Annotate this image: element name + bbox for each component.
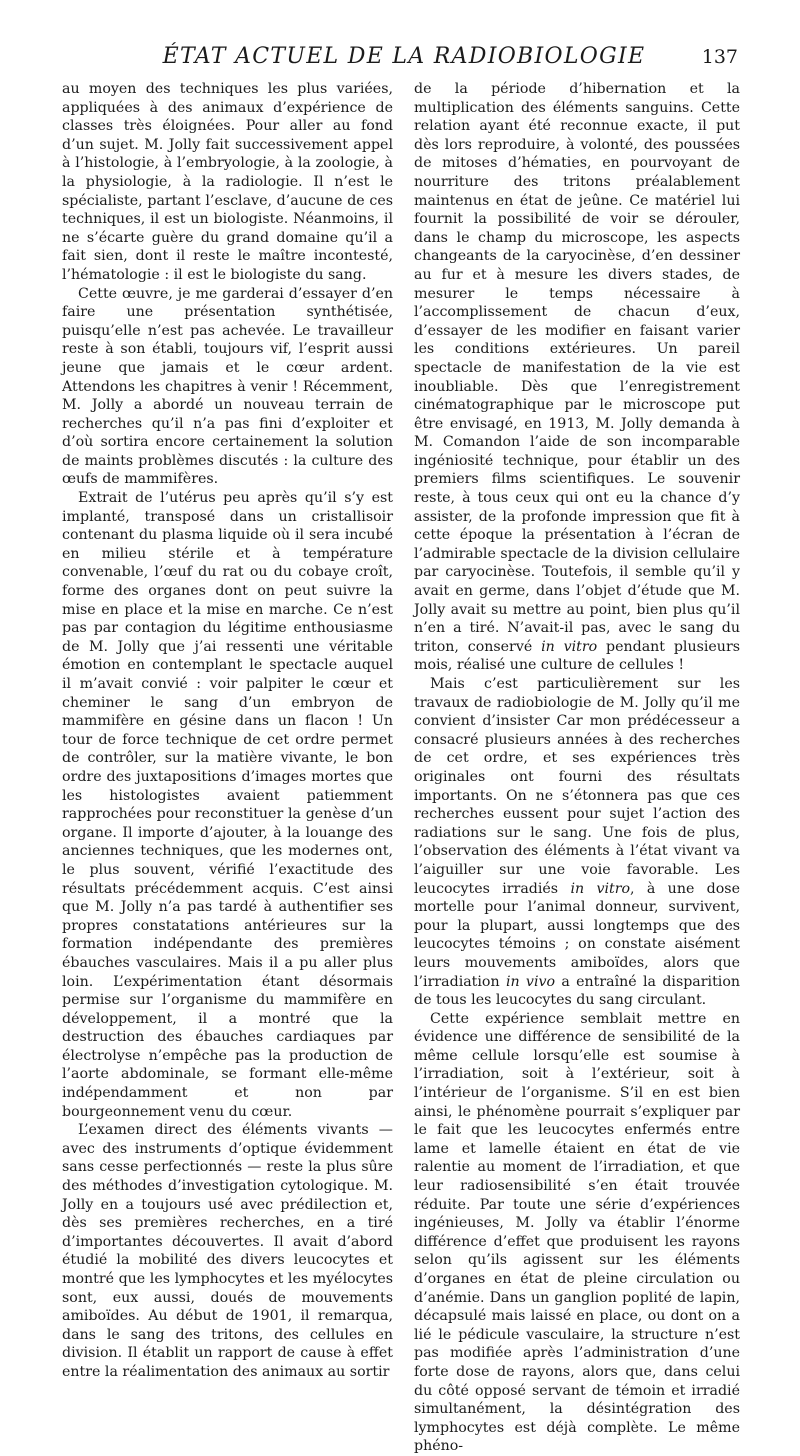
italic-term: in vitro [541,638,598,655]
text-run: a entraîné la disparition de tous les leucocytes du sang circulant. [414,973,741,1009]
text-run: , à une dose mortelle pour l’animal donneur, survivent, pour la plupart, aussi longtemps que des leucocytes témoins ; on constate aisément leurs mouvements amiboïdes, alors que l’irradiation [414,880,740,990]
right-column [414,80,740,1456]
paragraph: Cette œuvre, je me garderai d’essayer d’en faire une présentation synthétisée, puisqu’elle n’est pas achevée. Le travailleur reste à son établi, toujours vif, l’esprit aussi jeune que jamais et le cœur ardent. Attendons les chapitres à venir ! Récemment, M. Jolly a abordé un nouveau terrain de recherches qu’il n’a pas fini d’exploiter et d’où sortira encore certainement la solution de maints problèmes discutés : la culture des œufs de mammifères. [62,285,393,488]
paragraph: au moyen des techniques les plus variées, appliquées à des animaux d’expérience de classes très éloignées. Pour aller au fond d’un sujet. M. Jolly fait successivement appel à l’histologie, à l’embryologie, à la zoologie, à la physiologie, à la radiologie. Il n’est le spécialiste, partant l’esclave, d’aucune de ces techniques, il est un biologiste. Néanmoins, il ne s’écarte guère du grand domaine qu’il a fait sien, dont il reste le maître incontesté, l’hématologie : il est le biologiste du sang. [62,81,393,283]
paragraph [414,675,740,1010]
paragraph: L’examen direct des éléments vivants — avec des instruments d’optique évidemment sans cesse perfectionnés — reste la plus sûre des méthodes d’investigation cytologique. M. Jolly en a toujours usé avec prédilection et, dès ses premières recherches, en a tiré d’importantes découvertes. Il avait d’abord étudié la mobilité des divers leucocytes et montré que les lymphocytes et les myélocytes sont, eux aussi, doués de mouvements amiboïdes. Au début de 1901, il remarqua, dans le sang des tritons, des cellules en division. Il établit un rapport de cause à effet entre la réalimentation des animaux au sortir [62,1122,393,1380]
running-header [70,44,738,74]
text-run: pendant plusieurs mois, réalisé une culture de cellules ! [414,638,741,674]
paragraph: Extrait de l’utérus peu après qu’il s’y est implanté, transposé dans un cristallisoir contenant du plasma liquide où il sera incubé en milieu stérile et à température convenable, l’œuf du rat ou du cobaye croît, forme des organes dont on peut suivre la mise en place et la mise en marche. Ce n’est pas par contagion du légitime enthousiasme de M. Jolly que j’ai ressenti une véritable émotion en contemplant le spectacle auquel il m’avait convié : voir palpiter le cœur et cheminer le sang d’un embryon de mammifère en gésine dans un flacon ! Un tour de force technique de cet ordre permet de contrôler, sur la matière vivante, le bon ordre des juxtapositions d’images mortes que les histologistes avaient patiemment rapprochées pour reconstituer la genèse d’un organe. Il importe d’ajouter, à la louange des anciennes techniques, que les modernes ont, le plus souvent, vérifié l’exactitude des résultats précédemment acquis. C’est ainsi que M. Jolly n’a pas tardé à authentifier ses propres constatations antérieures sur la formation indépendante des premières ébauches vasculaires. Mais il a pu aller plus loin. L’expérimentation étant désormais permise sur l’organisme du mammifère en développement, il a montré que la destruction des ébauches cardiaques par électrolyse n’empêche pas la production de l’aorte abdominale, se formant elle-même indépendamment et non par bourgeonnement venu du cœur. [62,490,393,1120]
page-number: 137 [701,46,738,68]
paragraph: Cette expérience semblait mettre en évidence une différence de sensibilité de la même cellule lorsqu’elle est soumise à l’irradiation, soit à l’extérieur, soit à l’intérieur de l’organisme. S’il en est bien ainsi, le phénomène pourrait s’expliquer par le fait que les leucocytes enfermés entre lame et lamelle étaient en état de vie ralentie au moment de l’irradiation, et que leur radiosensibilité s’en était trouvée réduite. Par toute une série d’expériences ingénieuses, M. Jolly va établir l’énorme différence d’effet que produisent les rayons selon qu’ils agissent sur les éléments d’organes en état de pleine circulation ou d’anémie. Dans un ganglion poplité de lapin, décapsulé mais laissé en place, ou dont on a lié le pédicule vasculaire, la structure n’est pas modifiée après l’administration d’une forte dose de rayons, alors que, dans celui du côté opposé servant de témoin et irradié simultanément, la désintégration des lymphocytes est déjà complète. Le même phéno- [414,1010,740,1455]
paragraph [414,80,740,675]
italic-term: in vivo [505,973,556,990]
italic-term: in vitro [570,880,631,897]
left-column [62,80,393,1382]
text-run: Mais c’est particulièrement sur les travaux de radiobiologie de M. Jolly qu’il me convient d’insister Car mon prédécesseur a consacré plusieurs années à des recherches de cet ordre, et ses expériences très originales ont fourni des résultats importants. On ne s’étonnera pas que ces recherches eussent pour sujet l’action des radiations sur le sang. Une fois de plus, l’observation des éléments à l’état vivant va l’aiguiller sur une voie favorable. Les leucocytes irradiés [414,676,740,897]
running-title: ÉTAT ACTUEL DE LA RADIOBIOLOGIE [162,44,646,69]
text-run: de la période d’hibernation et la multiplication des éléments sanguins. Cette relation ayant été reconnue exacte, il put dès lors reproduire, à volonté, des poussées de mitoses d’hématies, en pourvoyant de nourriture des tritons préalablement maintenus en état de jeûne. Ce matériel lui fournit la possibilité de voir se dérouler, dans le champ du microscope, les aspects changeants de la caryocinèse, d’en dessiner au fur et à mesure les divers stades, de mesurer le temps nécessaire à l’accomplissement de chacun d’eux, d’essayer de les modifier en faisant varier les conditions extérieures. Un pareil spectacle de manifestation de la vie est inoubliable. Dès que l’enregistrement cinématographique par le microscope put être envisagé, en 1913, M. Jolly demanda à M. Comandon l’aide de son incomparable ingéniosité technique, pour établir un des premiers films scientifiques. Le souvenir reste, à tous ceux qui ont eu la chance d’y assister, de la profonde impression que fit à cette époque la présentation à l’écran de l’admirable spectacle de la division cellulaire par caryocinèse. Toutefois, il semble qu’il y avait en germe, dans l’objet d’étude que M. Jolly avait su mettre au point, bien plus qu’il n’en a tiré. N’avait-il pas, avec le sang du triton, conservé [414,81,740,655]
